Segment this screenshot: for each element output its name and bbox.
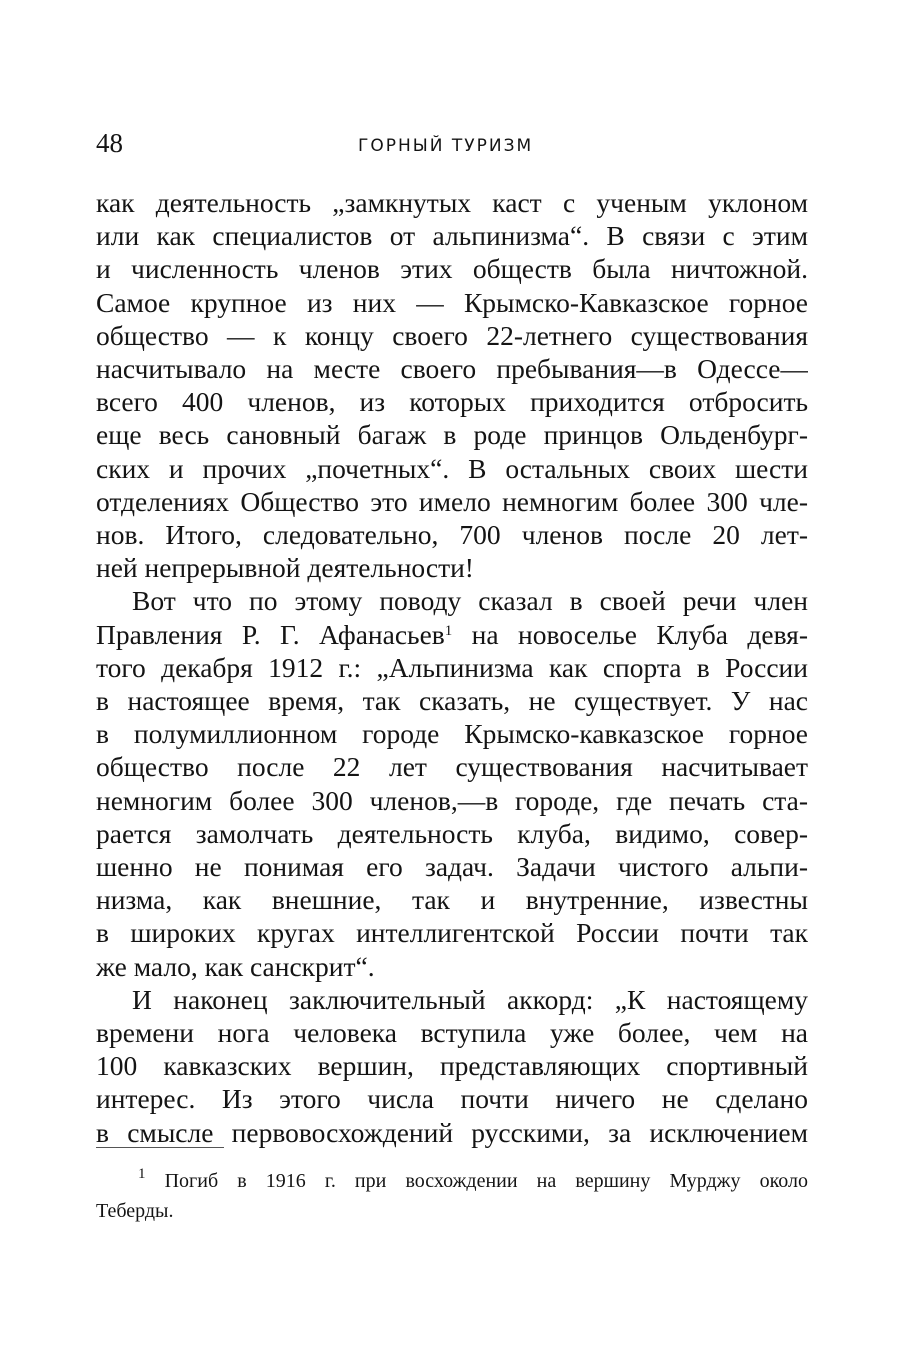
text-line: и численность членов этих обществ была ничтожной. xyxy=(96,253,808,285)
text-line: рается замолчать деятельность клуба, видимо, совер- xyxy=(96,817,808,849)
text-line: общество — к концу своего 22-летнего существования xyxy=(96,319,808,351)
paragraph-3 xyxy=(96,983,808,1149)
text-line: как деятельность „замкнутых каст с ученым уклоном xyxy=(96,187,808,218)
text-line: или как специалистов от альпинизма“. В связи с этим xyxy=(96,220,808,252)
text-line: ских и прочих „почетных“. В остальных своих шести xyxy=(96,452,808,484)
text-line: немногим более 300 членов,—в городе, где печать ста- xyxy=(96,784,808,816)
text-line: низма, как внешние, так и внутренние, известны xyxy=(96,884,808,916)
page-header xyxy=(96,128,808,162)
text-line: насчитывало на месте своего пребывания—в Одессе— xyxy=(96,353,808,385)
text-line: же мало, как санскрит“. xyxy=(96,950,375,982)
main-text xyxy=(96,186,808,1149)
text-line: в полумиллионном городе Крымско-кавказское горное xyxy=(96,718,808,750)
text-line: Самое крупное из них — Крымско-Кавказское горное xyxy=(96,286,808,318)
text-line: 100 кавказских вершин, представляющих спортивный xyxy=(96,1050,808,1082)
text-line: в широких кругах интеллигентской России почти так xyxy=(96,917,808,949)
footnote xyxy=(96,1166,808,1226)
text-line: в настоящее время, так сказать, не существует. У нас xyxy=(96,685,808,717)
text-fragment: Правления Р. Г. Афанасьев xyxy=(96,618,445,650)
page-number: 48 xyxy=(96,128,123,158)
footnote-line: Теберды. xyxy=(96,1200,174,1222)
text-line: Вот что по этому поводу сказал в своей речи член xyxy=(132,585,808,617)
text-line: в смысле первовосхождений русскими, за исключением xyxy=(96,1116,808,1148)
paragraph-2 xyxy=(96,584,808,982)
footnote-mark: 1 xyxy=(138,1166,146,1182)
text-line: интерес. Из этого числа почти ничего не сделано xyxy=(96,1083,808,1115)
running-title: ГОРНЫЙ ТУРИЗМ xyxy=(358,136,534,156)
text-line: отделениях Общество это имело немногим более 300 чле- xyxy=(96,485,808,517)
footnote-text: Погиб в 1916 г. при восхождении на вершину Мурджу около xyxy=(164,1170,808,1192)
text-line: всего 400 членов, из которых приходится отбросить xyxy=(96,386,808,418)
text-fragment: на новоселье Клуба девя- xyxy=(471,618,808,650)
text-line: И наконец заключительный аккорд: „К настоящему xyxy=(132,983,808,1015)
text-line: времени нога человека вступила уже более, чем на xyxy=(96,1017,808,1049)
text-line: нов. Итого, следовательно, 700 членов после 20 лет- xyxy=(96,519,808,551)
footnote-reference[interactable]: 1 xyxy=(444,622,453,639)
paragraph-1 xyxy=(96,186,808,584)
text-line: еще весь сановный багаж в роде принцов Ольденбург- xyxy=(96,419,808,451)
footnote-line xyxy=(96,1166,808,1196)
footnote-divider xyxy=(96,1147,224,1148)
text-line-with-footnote xyxy=(96,618,808,651)
text-line: того декабря 1912 г.: „Альпинизма как спорта в России xyxy=(96,651,808,683)
text-line: общество после 22 лет существования насчитывает xyxy=(96,751,808,783)
text-line: шенно не понимая его задач. Задачи чистого альпи- xyxy=(96,851,808,883)
text-line: ней непрерывной деятельности! xyxy=(96,552,474,584)
